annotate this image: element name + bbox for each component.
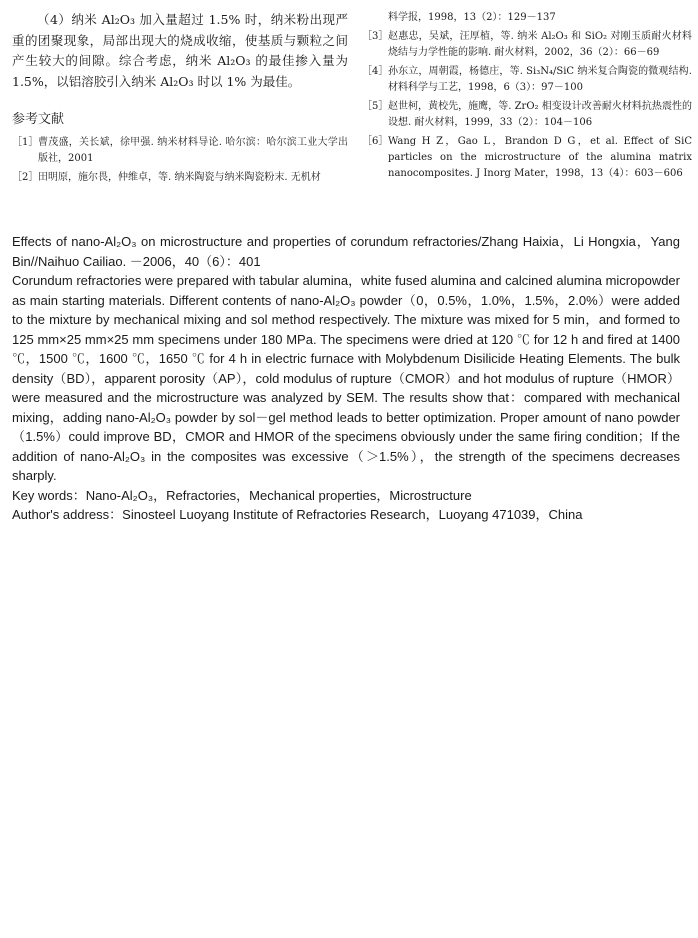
reference-continuation: 料学报，1998，13（2）：129－137 — [388, 12, 556, 23]
reference-text: Wang H Z，Gao L，Brandon D G，et al. Effect of SiC particles on the microstructure of the alumina matrix nanocomposites. J Inorg Mater，1998，13（4）：603－606 — [388, 136, 692, 179]
abstract-body: Corundum refractories were prepared with tabular alumina，white fused alumina and calcined alumina micropowder as main starting materials. Different contents of nano-Al₂O₃ powder（0，0.5%，1.0%，1.5%，2.0%）were added to the mixture by mechanical mixing and sol method respectively. The mixture was mixed for 5 min，and formed to 125 mm×25 mm×25 mm specimens under 180 MPa. The specimens were dried at 120 ℃ for 12 h and fired at 1400 ℃，1500 ℃，1600 ℃，1650 ℃ for 4 h in electric furnace with Molybdenum Disilicide Heating Elements. The bulk density（BD），apparent porosity（AP），cold modulus of rupture（CMOR）and hot modulus of rupture（HMOR）were measured and the microstructure was analyzed by SEM. The results show that：compared with mechanical mixing，adding nano-Al₂O₃ powder by sol－gel method leads to better optimization. Proper amount of nano powder（1.5%）could improve BD，CMOR and HMOR of the specimens obviously under the same firing condition；If the addition of nano-Al₂O₃ in the composites was excessive（＞1.5%），the strength of the specimens decreases sharply. — [12, 273, 680, 483]
reference-text: 田明原，施尔畏，仲维卓，等. 纳米陶瓷与纳米陶瓷粉末. 无机材 — [38, 171, 321, 183]
abstract-keywords: Key words：Nano-Al₂O₃，Refractories，Mechanical properties，Microstructure — [12, 487, 472, 503]
reference-number: ［1］ — [12, 136, 39, 148]
reference-item — [362, 29, 692, 61]
english-abstract — [12, 232, 680, 525]
reference-number: ［3］ — [362, 31, 389, 42]
reference-text: 曹茂盛，关长斌，徐甲强. 纳米材料导论. 哈尔滨：哈尔滨工业大学出版社，2001 — [38, 136, 348, 164]
author-address: Author's address：Sinosteel Luoyang Institute of Refractories Research，Luoyang 471039，China — [12, 507, 583, 522]
reference-item — [12, 135, 348, 167]
left-column — [12, 10, 348, 189]
reference-item — [362, 134, 692, 182]
reference-text: 孙东立，周朝霞，杨德庄，等. Si₃N₄/SiC 纳米复合陶瓷的微观结构. 材料科学与工艺，1998，6（3）：97－100 — [388, 66, 692, 93]
abstract-title: Effects of nano-Al₂O₃ on microstructure and properties of corundum refractories/Zhang Haixia，Li Hongxia，Yang Bin//Naihuo Cailiao. －2006，40（6）：401 — [12, 234, 680, 269]
reference-number: ［5］ — [362, 101, 389, 112]
conclusion-paragraph: （4）纳米 Al₂O₃ 加入量超过 1.5% 时，纳米粉出现严重的团聚现象，局部出现大的烧成收缩，使基质与颗粒之间产生较大的间隙。综合考虑，纳米 Al₂O₃ 的最佳掺入量为 1.5%，以铝溶胶引入纳米 Al₂O₃ 时以 1% 为最佳。 — [12, 12, 348, 89]
right-column — [362, 10, 692, 185]
references-heading: 参考文献 — [12, 112, 65, 127]
reference-item — [12, 170, 348, 186]
reference-number: ［2］ — [12, 171, 39, 183]
reference-item — [362, 64, 692, 96]
reference-text: 赵世柯，黄校先，施鹰，等. ZrO₂ 相变设计改善耐火材料抗热震性的设想. 耐火材料，1999，33（2）：104－106 — [388, 101, 692, 128]
reference-item — [362, 99, 692, 131]
reference-text: 赵惠忠，吴斌，汪厚植，等. 纳米 Al₂O₃ 和 SiO₂ 对刚玉质耐火材料烧结与力学性能的影响. 耐火材料，2002，36（2）：66－69 — [388, 31, 692, 58]
reference-number: ［6］ — [362, 136, 389, 147]
reference-number: ［4］ — [362, 66, 389, 77]
